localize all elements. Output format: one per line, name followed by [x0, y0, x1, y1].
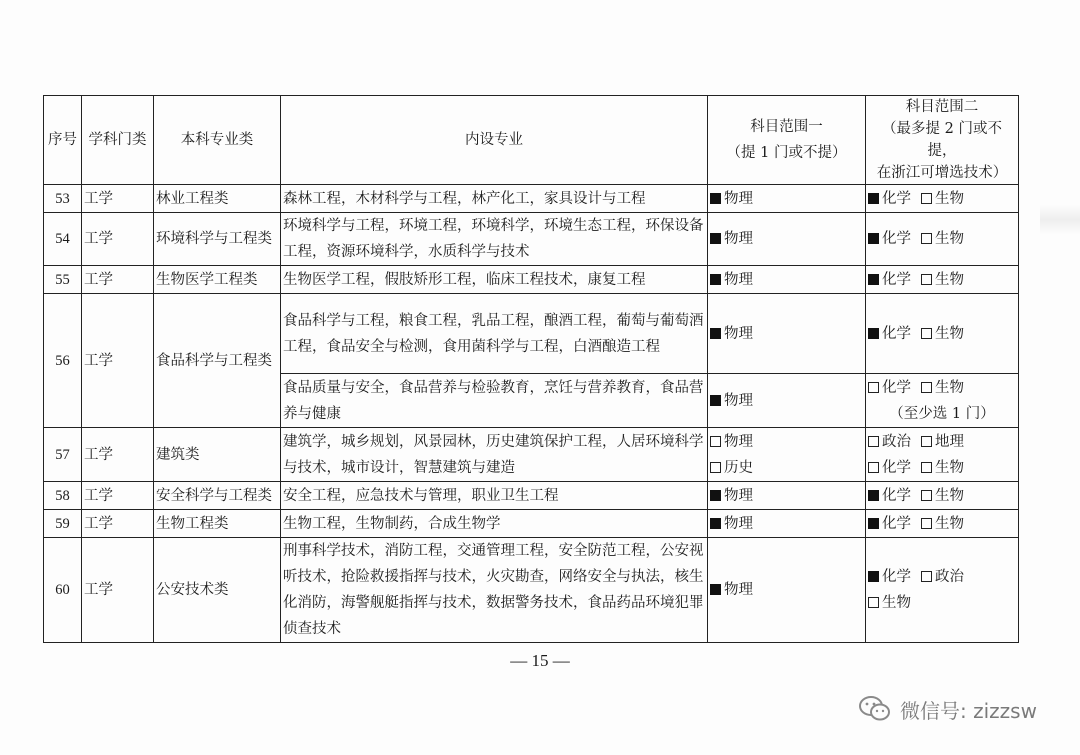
table-row — [44, 510, 1019, 538]
checked-box-icon — [868, 490, 879, 501]
cell-majors: 建筑学，城乡规划，风景园林，历史建筑保护工程，人居环境科学与技术，城市设计，智慧建筑与建造 — [281, 428, 708, 482]
empty-box-icon — [868, 462, 879, 473]
empty-box-icon — [921, 490, 932, 501]
subject-label: 历史 — [724, 459, 753, 476]
subject-label: 生物 — [935, 487, 964, 504]
scope1-note: （提 1 门或不提） — [726, 145, 847, 161]
subject-option — [868, 516, 911, 532]
scope2-line — [868, 590, 1016, 616]
cell-scope2 — [866, 213, 1019, 266]
cell-scope1 — [708, 213, 866, 266]
subject-option — [868, 595, 911, 611]
checked-box-icon — [710, 233, 721, 244]
header-scope2 — [866, 96, 1019, 185]
subject-option — [921, 516, 964, 532]
cell-scope1 — [708, 185, 866, 213]
cell-no: 56 — [44, 294, 82, 428]
cell-scope2 — [866, 428, 1019, 482]
scope2-note: （至少选 1 门） — [889, 405, 995, 422]
scope2-line — [868, 511, 1016, 537]
cell-no: 58 — [44, 482, 82, 510]
empty-box-icon — [921, 193, 932, 204]
scope2-line — [868, 375, 1016, 401]
subject-option — [921, 569, 964, 585]
subject-label: 化学 — [882, 325, 911, 342]
header-no: 序号 — [44, 96, 82, 185]
scope2-note-2: 在浙江可增选技术） — [876, 165, 1008, 181]
scope1-line — [710, 511, 863, 537]
checked-box-icon — [710, 490, 721, 501]
table-row — [44, 482, 1019, 510]
subject-option — [710, 231, 753, 247]
empty-box-icon — [921, 462, 932, 473]
subject-option — [921, 380, 964, 396]
subject-option — [868, 488, 911, 504]
cell-scope2 — [866, 374, 1019, 428]
checked-box-icon — [710, 328, 721, 339]
cell-scope1 — [708, 294, 866, 374]
header-scope1 — [708, 96, 866, 185]
cell-prof-class: 林业工程类 — [154, 185, 281, 213]
checked-box-icon — [710, 584, 721, 595]
subject-label: 化学 — [882, 271, 911, 288]
cell-no: 54 — [44, 213, 82, 266]
empty-box-icon — [868, 382, 879, 393]
cell-prof-class: 公安技术类 — [154, 538, 281, 643]
subject-label: 化学 — [882, 190, 911, 207]
cell-scope1 — [708, 266, 866, 294]
scope1-line — [710, 483, 863, 509]
scope2-line — [868, 267, 1016, 293]
wechat-watermark — [858, 692, 1037, 726]
checked-box-icon — [868, 571, 879, 582]
cell-no: 53 — [44, 185, 82, 213]
scope2-line — [868, 483, 1016, 509]
subject-option — [868, 460, 911, 476]
cell-scope1 — [708, 482, 866, 510]
subject-label: 化学 — [882, 459, 911, 476]
cell-prof-class: 环境科学与工程类 — [154, 213, 281, 266]
scope2-line — [868, 226, 1016, 252]
scope2-line — [868, 186, 1016, 212]
empty-box-icon — [921, 328, 932, 339]
cell-scope2 — [866, 294, 1019, 374]
checked-box-icon — [710, 193, 721, 204]
cell-majors: 生物工程，生物制药，合成生物学 — [281, 510, 708, 538]
scope2-note-1: （最多提 2 门或不提， — [882, 121, 1002, 159]
subject-option — [710, 326, 753, 342]
cell-category: 工学 — [82, 185, 154, 213]
subject-label: 生物 — [882, 595, 911, 611]
cell-scope1 — [708, 510, 866, 538]
cell-scope2 — [866, 510, 1019, 538]
subject-label: 化学 — [882, 487, 911, 504]
checked-box-icon — [710, 395, 721, 406]
checked-box-icon — [868, 233, 879, 244]
checked-box-icon — [868, 518, 879, 529]
subject-label: 物理 — [724, 392, 753, 409]
empty-box-icon — [921, 233, 932, 244]
empty-box-icon — [921, 274, 932, 285]
header-row — [44, 96, 1019, 185]
cell-prof-class: 建筑类 — [154, 428, 281, 482]
subject-option — [710, 582, 753, 598]
cell-scope2 — [866, 538, 1019, 643]
cell-category: 工学 — [82, 428, 154, 482]
subject-label: 物理 — [724, 582, 753, 598]
cell-majors: 食品科学与工程，粮食工程，乳品工程，酿酒工程，葡萄与葡萄酒工程，食品安全与检测，食用菌科学与工程，白酒酿造工程 — [281, 294, 708, 374]
scope2-line — [868, 429, 1016, 455]
subject-option — [710, 460, 753, 476]
subject-requirements-table — [43, 95, 1019, 643]
subject-label: 生物 — [935, 325, 964, 342]
subject-label: 物理 — [724, 433, 753, 450]
subject-label: 生物 — [935, 459, 964, 476]
cell-category: 工学 — [82, 538, 154, 643]
subject-option — [921, 231, 964, 247]
cell-majors: 刑事科学技术，消防工程，交通管理工程，安全防范工程，公安视听技术，抢险救援指挥与技术，火灾勘查，网络安全与执法，核生化消防，海警舰艇指挥与技术，数据警务技术，食品药品环境犯罪侦查技术 — [281, 538, 708, 643]
subject-option — [710, 516, 753, 532]
scope1-line — [710, 186, 863, 212]
subject-option — [868, 434, 911, 450]
subject-option — [868, 231, 911, 247]
scope1-title: 科目范围一 — [750, 119, 823, 135]
checked-box-icon — [710, 518, 721, 529]
subject-label: 物理 — [724, 190, 753, 207]
scope1-line — [710, 577, 863, 603]
cell-majors: 森林工程，木材科学与工程，林产化工，家具设计与工程 — [281, 185, 708, 213]
scope2-line — [868, 564, 1016, 590]
subject-option — [921, 488, 964, 504]
cell-no: 55 — [44, 266, 82, 294]
header-majors: 内设专业 — [281, 96, 708, 185]
cell-majors: 环境科学与工程，环境工程，环境科学，环境生态工程，环保设备工程，资源环境科学，水质科学与技术 — [281, 213, 708, 266]
subject-label: 物理 — [724, 325, 753, 342]
cell-majors: 食品质量与安全，食品营养与检验教育，烹饪与营养教育，食品营养与健康 — [281, 374, 708, 428]
subject-label: 化学 — [882, 515, 911, 532]
scope1-line — [710, 226, 863, 252]
cell-prof-class: 生物医学工程类 — [154, 266, 281, 294]
cell-category: 工学 — [82, 482, 154, 510]
cell-scope2 — [866, 482, 1019, 510]
cell-category: 工学 — [82, 294, 154, 428]
scope2-line — [868, 455, 1016, 481]
checked-box-icon — [868, 193, 879, 204]
subject-label: 生物 — [935, 190, 964, 207]
scope2-line — [868, 321, 1016, 347]
cell-majors: 安全工程，应急技术与管理，职业卫生工程 — [281, 482, 708, 510]
subject-label: 物理 — [724, 515, 753, 532]
cell-category: 工学 — [82, 266, 154, 294]
table-row — [44, 213, 1019, 266]
empty-box-icon — [921, 518, 932, 529]
page-number: — 15 — — [510, 651, 570, 670]
table-body — [44, 185, 1019, 643]
scope1-line — [710, 429, 863, 455]
empty-box-icon — [710, 462, 721, 473]
subject-label: 生物 — [935, 231, 964, 247]
cell-no: 60 — [44, 538, 82, 643]
cell-prof-class: 生物工程类 — [154, 510, 281, 538]
scan-artifact — [1040, 205, 1080, 235]
subject-option — [710, 393, 753, 409]
table-row — [44, 185, 1019, 213]
cell-scope1 — [708, 374, 866, 428]
checked-box-icon — [868, 328, 879, 339]
scope2-title: 科目范围二 — [905, 99, 979, 115]
subject-option — [868, 326, 911, 342]
cell-no: 57 — [44, 428, 82, 482]
subject-label: 物理 — [724, 271, 753, 288]
cell-category: 工学 — [82, 510, 154, 538]
cell-category: 工学 — [82, 213, 154, 266]
scope1-line — [710, 455, 863, 481]
subject-label: 化学 — [882, 231, 911, 247]
empty-box-icon — [921, 382, 932, 393]
subject-option — [710, 272, 753, 288]
subject-label: 政治 — [882, 433, 911, 450]
cell-no: 59 — [44, 510, 82, 538]
checked-box-icon — [710, 274, 721, 285]
subject-label: 物理 — [724, 231, 753, 247]
subject-option — [868, 272, 911, 288]
subject-option — [921, 191, 964, 207]
subject-option — [868, 380, 911, 396]
subject-option — [868, 569, 911, 585]
scope1-line — [710, 267, 863, 293]
subject-label: 地理 — [935, 433, 964, 450]
subject-label: 生物 — [935, 379, 964, 396]
cell-scope1 — [708, 538, 866, 643]
cell-majors: 生物医学工程，假肢矫形工程，临床工程技术，康复工程 — [281, 266, 708, 294]
subject-option — [710, 191, 753, 207]
header-prof-class: 本科专业类 — [154, 96, 281, 185]
scope1-line — [710, 321, 863, 347]
empty-box-icon — [921, 436, 932, 447]
subject-label: 生物 — [935, 271, 964, 288]
table-row — [44, 266, 1019, 294]
wechat-icon — [858, 694, 892, 724]
subject-option — [710, 434, 753, 450]
cell-scope2 — [866, 266, 1019, 294]
subject-label: 化学 — [882, 379, 911, 396]
table-row — [44, 294, 1019, 374]
empty-box-icon — [868, 436, 879, 447]
table-row — [44, 538, 1019, 643]
subject-label: 物理 — [724, 487, 753, 504]
empty-box-icon — [710, 436, 721, 447]
subject-label: 政治 — [935, 569, 964, 585]
subject-option — [710, 488, 753, 504]
subject-option — [921, 272, 964, 288]
cell-prof-class: 食品科学与工程类 — [154, 294, 281, 428]
cell-prof-class: 安全科学与工程类 — [154, 482, 281, 510]
empty-box-icon — [921, 571, 932, 582]
subject-option — [921, 326, 964, 342]
header-category: 学科门类 — [82, 96, 154, 185]
watermark-text: 微信号: zizzsw — [900, 698, 1037, 723]
cell-scope1 — [708, 428, 866, 482]
checked-box-icon — [868, 274, 879, 285]
empty-box-icon — [868, 597, 879, 608]
subject-option — [921, 460, 964, 476]
subject-option — [921, 434, 964, 450]
subject-option — [868, 191, 911, 207]
subject-label: 生物 — [935, 515, 964, 532]
table-row — [44, 428, 1019, 482]
scope1-line — [710, 388, 863, 414]
subject-label: 化学 — [882, 569, 911, 585]
cell-scope2 — [866, 185, 1019, 213]
